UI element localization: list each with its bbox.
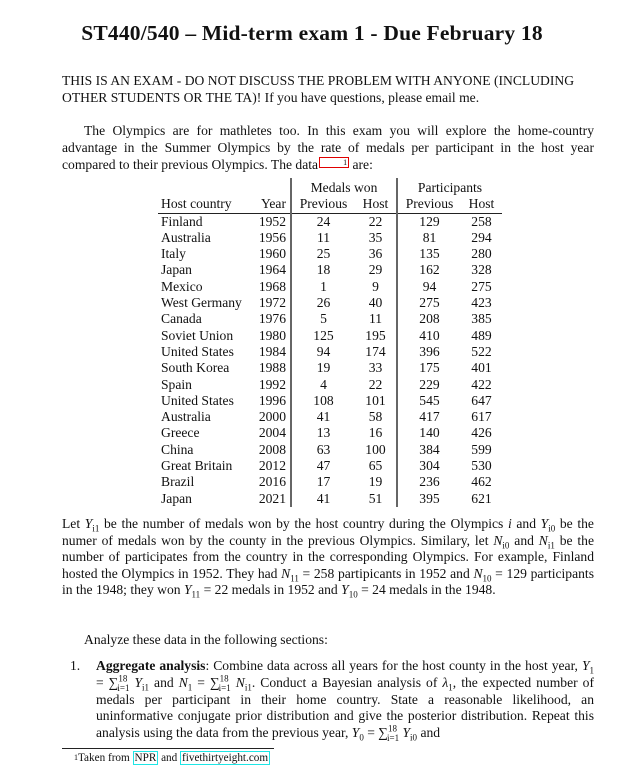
cell-participants-host: 599 — [471, 441, 492, 457]
cell-participants-previous: 162 — [419, 262, 440, 278]
cell-year: 1964 — [252, 262, 291, 278]
cell-host-country: West Germany — [161, 295, 242, 311]
table-row — [158, 458, 502, 474]
cell-medals-previous: 41 — [316, 409, 331, 425]
cell-year: 1988 — [252, 360, 291, 376]
cell-participants-host: 426 — [471, 425, 492, 441]
cell-host-country: Japan — [161, 490, 192, 506]
table-row — [158, 377, 502, 393]
cell-year: 2004 — [252, 425, 291, 441]
cell-year: 1956 — [252, 230, 291, 246]
list-item-number: 1. — [70, 658, 81, 673]
cell-participants-host: 530 — [471, 458, 492, 474]
cell-host-country: Brazil — [161, 474, 195, 490]
cell-participants-host: 328 — [471, 262, 492, 278]
cell-host-country: Greece — [161, 425, 200, 441]
cell-host-country: Soviet Union — [161, 327, 234, 343]
cell-participants-previous: 417 — [419, 409, 440, 425]
table-body — [158, 213, 502, 507]
cell-medals-previous: 108 — [313, 392, 334, 408]
variable-definitions: Let $Y_{i1}$ be the number of medals won by the host country during the Olympics i and $Y_{i0}$ be the numer of medals won by the county in the previous Olympics. Similary, let $N_{i0}$ and $N_{i1}$ be the number of participates from the country in the corresponding Olympics. For example, Finland hosted the Olympics in 1952. They had $N_{11} = 258$ partipicants in 1952 and $N_{10} = 129$ participants in the 1948; they won $Y_{11} = 22$ medals in 1952 and $Y_{10} = 24$ medals in the 1948. — [62, 516, 594, 601]
cell-medals-previous: 25 — [316, 246, 331, 262]
cell-participants-host: 294 — [471, 229, 492, 245]
table-row — [158, 262, 502, 278]
footnote-mark: 1 — [74, 753, 78, 762]
table-row — [158, 344, 502, 360]
table-row — [158, 246, 502, 262]
cell-host-country: Italy — [161, 246, 186, 262]
cell-year: 1980 — [252, 328, 291, 344]
link-fivethirtyeight[interactable]: fivethirtyeight.com — [182, 752, 269, 764]
cell-year: 2012 — [252, 458, 291, 474]
column-header-participants-previous: Previous — [397, 196, 461, 213]
cell-medals-previous: 17 — [316, 474, 331, 490]
section-list — [62, 658, 594, 742]
cell-participants-previous: 395 — [419, 490, 440, 506]
cell-medals-previous: 47 — [316, 458, 331, 474]
cell-participants-previous: 545 — [419, 392, 440, 408]
cell-participants-host: 647 — [471, 392, 492, 408]
table-row — [158, 279, 502, 295]
table-row — [158, 328, 502, 344]
cell-participants-host: 621 — [471, 490, 492, 506]
cell-medals-previous: 26 — [316, 295, 331, 311]
cell-participants-host: 423 — [471, 295, 492, 311]
column-header-medals-host: Host — [355, 196, 397, 213]
cell-medals-host: 40 — [355, 295, 397, 311]
cell-participants-host: 489 — [471, 327, 492, 343]
cell-host-country: Japan — [161, 262, 192, 278]
table-row — [158, 491, 502, 507]
olympics-data-table — [158, 178, 502, 507]
table-row — [158, 230, 502, 246]
table-row — [158, 295, 502, 311]
cell-medals-host: 16 — [355, 425, 397, 441]
cell-participants-previous: 94 — [422, 278, 437, 294]
cell-medals-previous: 18 — [316, 262, 331, 278]
group-header-participants: Participants — [417, 180, 483, 195]
cell-medals-previous: 125 — [313, 327, 334, 343]
cell-host-country: Australia — [161, 409, 211, 425]
cell-medals-host: 33 — [355, 360, 397, 376]
column-header-medals-previous: Previous — [291, 196, 355, 213]
cell-participants-previous: 135 — [419, 246, 440, 262]
cell-host-country: Mexico — [161, 278, 203, 294]
exam-warning: THIS IS AN EXAM - DO NOT DISCUSS THE PROBLEM WITH ANYONE (INCLUDING OTHER STUDENTS OR THE TA)! If you have questions, please email me. — [62, 73, 575, 105]
cell-year: 2021 — [252, 491, 291, 507]
analyze-intro: Analyze these data in the following sections: — [84, 632, 328, 647]
table-column-header-row — [158, 196, 502, 213]
cell-medals-host: 58 — [355, 409, 397, 425]
cell-participants-host: 258 — [471, 213, 492, 229]
cell-participants-host: 422 — [471, 376, 492, 392]
cell-medals-host: 29 — [355, 262, 397, 278]
cell-participants-host: 522 — [471, 343, 492, 359]
cell-medals-previous: 5 — [320, 311, 327, 327]
intro-paragraph — [62, 122, 594, 173]
cell-host-country: Spain — [161, 376, 192, 392]
cell-host-country: Canada — [161, 311, 202, 327]
cell-participants-previous: 384 — [419, 441, 440, 457]
footnote: $^1$Taken from NPR and fivethirtyeight.com — [74, 752, 269, 764]
cell-participants-previous: 140 — [419, 425, 440, 441]
cell-medals-host: 22 — [355, 377, 397, 393]
cell-participants-host: 401 — [471, 360, 492, 376]
cell-participants-previous: 175 — [419, 360, 440, 376]
cell-medals-previous: 11 — [316, 229, 331, 245]
cell-medals-host: 100 — [355, 442, 397, 458]
cell-participants-host: 280 — [471, 246, 492, 262]
cell-participants-previous: 410 — [419, 327, 440, 343]
cell-medals-host: 51 — [355, 491, 397, 507]
cell-medals-host: 22 — [355, 213, 397, 230]
list-item-body: Aggregate analysis: Combine data across all years for the host county in the host year, $Y_1 = \sum^{18}_{i=1}$ $Y_{i1}$ and $N_1 = \sum^{18}_{i=1}$ $N_{i1}$. Conduct a Bayesian analysis of $\lambda_1$, the expected number of medals per participant in their home country. State a reasonable likelihood, an uninformative conjugate prior distribution and give the posterior distribution. Repeat this analysis using the data from the previous year, $Y_0 = \sum^{18}_{i=1}$ $Y_{i0}$ and — [96, 658, 595, 743]
cell-year: 1952 — [252, 213, 291, 230]
intro-tail: are: — [349, 157, 373, 172]
cell-participants-previous: 208 — [419, 311, 440, 327]
cell-medals-previous: 4 — [320, 376, 327, 392]
link-npr[interactable]: NPR — [134, 752, 157, 764]
table-row — [158, 425, 502, 441]
page-title: ST440/540 – Mid-term exam 1 - Due February 18 — [81, 21, 543, 45]
cell-year: 2016 — [252, 474, 291, 490]
cell-participants-previous: 396 — [419, 343, 440, 359]
cell-host-country: China — [161, 441, 194, 457]
cell-medals-previous: 1 — [320, 278, 327, 294]
cell-medals-host: 36 — [355, 246, 397, 262]
cell-medals-host: 9 — [355, 279, 397, 295]
table-row — [158, 474, 502, 490]
cell-year: 1984 — [252, 344, 291, 360]
cell-medals-previous: 41 — [316, 490, 331, 506]
cell-year: 1992 — [252, 377, 291, 393]
cell-medals-host: 19 — [355, 474, 397, 490]
column-header-participants-host: Host — [461, 196, 502, 213]
cell-year: 1960 — [252, 246, 291, 262]
cell-year: 2008 — [252, 442, 291, 458]
cell-medals-previous: 94 — [316, 343, 331, 359]
cell-medals-host: 35 — [355, 230, 397, 246]
column-header-year: Year — [252, 196, 291, 213]
cell-year: 1976 — [252, 311, 291, 327]
cell-participants-previous: 229 — [419, 376, 440, 392]
table-row — [158, 393, 502, 409]
cell-year: 2000 — [252, 409, 291, 425]
cell-medals-host: 195 — [355, 328, 397, 344]
cell-year: 1972 — [252, 295, 291, 311]
cell-host-country: South Korea — [161, 360, 230, 376]
cell-medals-host: 65 — [355, 458, 397, 474]
cell-medals-previous: 63 — [316, 441, 331, 457]
footnote-divider — [62, 748, 274, 749]
list-item-aggregate-analysis — [62, 658, 594, 742]
table-row — [158, 442, 502, 458]
table-row — [158, 360, 502, 376]
group-header-medals: Medals won — [291, 178, 397, 196]
cell-medals-previous: 19 — [316, 360, 331, 376]
column-header-host-country: Host country — [158, 196, 252, 213]
table-row — [158, 409, 502, 425]
cell-year: 1996 — [252, 393, 291, 409]
cell-participants-previous: 236 — [419, 474, 440, 490]
cell-participants-host: 385 — [471, 311, 492, 327]
intro-text: The Olympics are for mathletes too. In this exam you will explore the home-country advantage in the Summer Olympics by the rate of medals per participant in the host year compared to their previous Olympics. The data — [62, 123, 594, 172]
section-heading: Aggregate analysis — [96, 658, 206, 673]
cell-participants-previous: 129 — [419, 213, 440, 229]
cell-medals-host: 11 — [355, 311, 397, 327]
cell-host-country: Finland — [161, 213, 203, 229]
cell-host-country: United States — [161, 392, 234, 408]
footnote-link[interactable]: 1 — [319, 157, 349, 168]
cell-host-country: Australia — [161, 229, 211, 245]
cell-participants-host: 275 — [471, 278, 492, 294]
table-row — [158, 213, 502, 230]
cell-medals-previous: 24 — [316, 213, 331, 229]
cell-medals-host: 101 — [355, 393, 397, 409]
cell-host-country: United States — [161, 343, 234, 359]
table-group-header-row — [158, 178, 502, 196]
table-row — [158, 311, 502, 327]
cell-participants-previous: 81 — [422, 229, 437, 245]
cell-year: 1968 — [252, 279, 291, 295]
cell-participants-previous: 304 — [419, 458, 440, 474]
cell-participants-host: 462 — [471, 474, 492, 490]
cell-participants-previous: 275 — [419, 295, 440, 311]
cell-medals-host: 174 — [355, 344, 397, 360]
cell-medals-previous: 13 — [316, 425, 331, 441]
cell-participants-host: 617 — [471, 409, 492, 425]
cell-host-country: Great Britain — [161, 458, 233, 474]
